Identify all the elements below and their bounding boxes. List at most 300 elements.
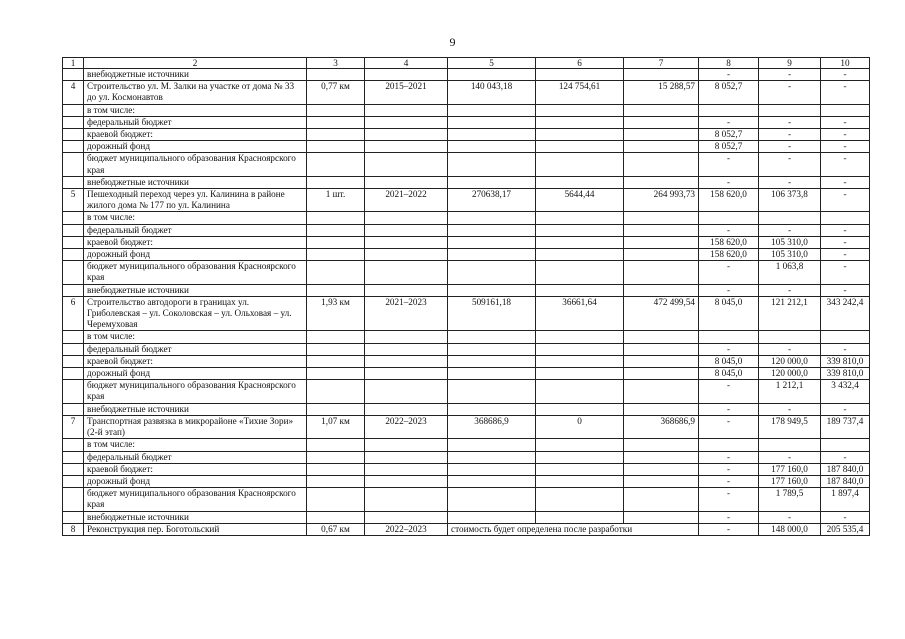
merged-note-cell: стоимость будет определена после разработки xyxy=(448,523,699,535)
col10-cell: - xyxy=(821,141,870,153)
col6-cell xyxy=(536,355,624,367)
total-cost-cell xyxy=(448,380,536,403)
row-number-cell xyxy=(63,355,84,367)
row-name-cell: Транспортная развязка в микрорайоне «Тихие Зори» (2-й этап) xyxy=(84,415,307,438)
row-number-cell: 8 xyxy=(63,523,84,535)
years-cell xyxy=(365,451,448,463)
col9-cell: 1 212,1 xyxy=(759,380,821,403)
col6-cell xyxy=(536,380,624,403)
col10-cell: - xyxy=(821,189,870,212)
row-name-cell: дорожный фонд xyxy=(84,368,307,380)
col9-cell: - xyxy=(759,176,821,188)
length-cell xyxy=(307,331,365,343)
col9-cell: 105 310,0 xyxy=(759,236,821,248)
years-cell xyxy=(365,343,448,355)
col8-cell: 158 620,0 xyxy=(699,236,759,248)
col8-cell: - xyxy=(699,415,759,438)
col8-cell: - xyxy=(699,284,759,296)
col10-cell: - xyxy=(821,129,870,141)
col6-cell xyxy=(536,261,624,284)
col8-cell xyxy=(699,104,759,116)
col10-cell: 187 840,0 xyxy=(821,475,870,487)
col6-cell xyxy=(536,463,624,475)
row-number-cell xyxy=(63,129,84,141)
total-cost-cell xyxy=(448,116,536,128)
length-cell xyxy=(307,511,365,523)
years-cell xyxy=(365,69,448,81)
row-number-cell xyxy=(63,236,84,248)
col7-cell xyxy=(624,380,699,403)
col9-cell: - xyxy=(759,153,821,176)
col7-cell xyxy=(624,403,699,415)
years-cell: 2015–2021 xyxy=(365,81,448,104)
col7-cell: 264 993,73 xyxy=(624,189,699,212)
row-number-cell xyxy=(63,403,84,415)
col9-cell: 105 310,0 xyxy=(759,249,821,261)
col7-cell xyxy=(624,343,699,355)
years-cell xyxy=(365,463,448,475)
col6-cell xyxy=(536,69,624,81)
col8-cell: - xyxy=(699,523,759,535)
row-number-cell: 4 xyxy=(63,81,84,104)
row-name-cell: Строительство ул. М. Залки на участке от дома № 33 до ул. Космонавтов xyxy=(84,81,307,104)
col9-cell: - xyxy=(759,116,821,128)
col7-cell xyxy=(624,511,699,523)
row-name-cell: в том числе: xyxy=(84,439,307,451)
col6-cell xyxy=(536,284,624,296)
total-cost-cell xyxy=(448,403,536,415)
col7-cell xyxy=(624,368,699,380)
row-name-cell: внебюджетные источники xyxy=(84,511,307,523)
row-name-cell: бюджет муниципального образования Красноярского края xyxy=(84,153,307,176)
page-number: 9 xyxy=(449,35,456,49)
col9-cell: - xyxy=(759,129,821,141)
row-name-cell: в том числе: xyxy=(84,331,307,343)
col8-cell: - xyxy=(699,153,759,176)
row-name-cell: внебюджетные источники xyxy=(84,176,307,188)
years-cell xyxy=(365,249,448,261)
col9-cell xyxy=(759,331,821,343)
col10-cell: 339 810,0 xyxy=(821,368,870,380)
col7-cell: 15 288,57 xyxy=(624,81,699,104)
row-number-cell xyxy=(63,488,84,511)
col8-cell: - xyxy=(699,475,759,487)
col9-cell: - xyxy=(759,81,821,104)
col10-cell: - xyxy=(821,403,870,415)
row-number-cell xyxy=(63,153,84,176)
col9-cell: - xyxy=(759,224,821,236)
table-row xyxy=(63,415,870,438)
col7-cell xyxy=(624,463,699,475)
table-row xyxy=(63,224,870,236)
years-cell xyxy=(365,129,448,141)
row-number-cell xyxy=(63,176,84,188)
table-row xyxy=(63,153,870,176)
length-cell xyxy=(307,439,365,451)
col7-cell xyxy=(624,439,699,451)
table-row xyxy=(63,523,870,535)
col6-cell xyxy=(536,129,624,141)
col8-cell: 8 045,0 xyxy=(699,296,759,331)
col7-cell xyxy=(624,104,699,116)
years-cell xyxy=(365,475,448,487)
length-cell xyxy=(307,355,365,367)
col7-cell xyxy=(624,249,699,261)
col10-cell xyxy=(821,439,870,451)
row-name-cell: Реконструкция пер. Боготольский xyxy=(84,523,307,535)
total-cost-cell xyxy=(448,141,536,153)
row-number-cell xyxy=(63,511,84,523)
col8-cell: 8 052,7 xyxy=(699,129,759,141)
col7-cell xyxy=(624,488,699,511)
row-name-cell: бюджет муниципального образования Красноярского края xyxy=(84,261,307,284)
col10-cell xyxy=(821,212,870,224)
col6-cell: 0 xyxy=(536,415,624,438)
col10-cell: 189 737,4 xyxy=(821,415,870,438)
table-row xyxy=(63,451,870,463)
total-cost-cell xyxy=(448,488,536,511)
length-cell xyxy=(307,488,365,511)
col9-cell xyxy=(759,439,821,451)
row-number-cell xyxy=(63,69,84,81)
length-cell xyxy=(307,463,365,475)
col9-cell: - xyxy=(759,343,821,355)
col10-cell: 205 535,4 xyxy=(821,523,870,535)
total-cost-cell xyxy=(448,176,536,188)
years-cell: 2021–2023 xyxy=(365,296,448,331)
total-cost-cell xyxy=(448,463,536,475)
col7-cell xyxy=(624,212,699,224)
col10-cell: - xyxy=(821,236,870,248)
total-cost-cell xyxy=(448,439,536,451)
col9-cell: - xyxy=(759,451,821,463)
length-cell xyxy=(307,403,365,415)
years-cell xyxy=(365,368,448,380)
length-cell: 1 шт. xyxy=(307,189,365,212)
length-cell xyxy=(307,176,365,188)
col10-cell: 3 432,4 xyxy=(821,380,870,403)
table-row xyxy=(63,176,870,188)
col9-cell: 1 063,8 xyxy=(759,261,821,284)
row-number-cell xyxy=(63,368,84,380)
row-number-cell xyxy=(63,224,84,236)
col6-cell xyxy=(536,343,624,355)
col7-cell: 472 499,54 xyxy=(624,296,699,331)
row-name-cell: федеральный бюджет xyxy=(84,451,307,463)
col8-cell: - xyxy=(699,463,759,475)
years-cell xyxy=(365,116,448,128)
col9-cell: 177 160,0 xyxy=(759,475,821,487)
table-row xyxy=(63,129,870,141)
row-name-cell: внебюджетные источники xyxy=(84,403,307,415)
col10-cell: - xyxy=(821,451,870,463)
col9-cell: 121 212,1 xyxy=(759,296,821,331)
column-header: 5 xyxy=(448,58,536,69)
total-cost-cell: 270638,17 xyxy=(448,189,536,212)
row-number-cell xyxy=(63,439,84,451)
column-header: 7 xyxy=(624,58,699,69)
total-cost-cell xyxy=(448,451,536,463)
col8-cell: - xyxy=(699,380,759,403)
col8-cell: - xyxy=(699,224,759,236)
table-row xyxy=(63,141,870,153)
length-cell: 1,07 км xyxy=(307,415,365,438)
total-cost-cell xyxy=(448,153,536,176)
col6-cell xyxy=(536,331,624,343)
row-name-cell: краевой бюджет: xyxy=(84,463,307,475)
years-cell xyxy=(365,141,448,153)
col6-cell xyxy=(536,116,624,128)
col9-cell: - xyxy=(759,141,821,153)
table-header-row xyxy=(63,58,870,69)
col10-cell: 339 810,0 xyxy=(821,355,870,367)
table-row xyxy=(63,355,870,367)
col6-cell xyxy=(536,403,624,415)
row-number-cell: 5 xyxy=(63,189,84,212)
years-cell xyxy=(365,176,448,188)
column-header: 3 xyxy=(307,58,365,69)
col8-cell: - xyxy=(699,261,759,284)
length-cell xyxy=(307,116,365,128)
col8-cell: - xyxy=(699,451,759,463)
length-cell xyxy=(307,141,365,153)
row-number-cell xyxy=(63,463,84,475)
col8-cell: 8 045,0 xyxy=(699,355,759,367)
table-row xyxy=(63,296,870,331)
length-cell: 0,77 км xyxy=(307,81,365,104)
col7-cell xyxy=(624,129,699,141)
col8-cell: - xyxy=(699,343,759,355)
total-cost-cell xyxy=(448,69,536,81)
row-name-cell: федеральный бюджет xyxy=(84,116,307,128)
col8-cell: - xyxy=(699,116,759,128)
row-name-cell: бюджет муниципального образования Красноярского края xyxy=(84,380,307,403)
row-number-cell xyxy=(63,284,84,296)
col10-cell: - xyxy=(821,176,870,188)
row-number-cell xyxy=(63,261,84,284)
row-number-cell xyxy=(63,380,84,403)
years-cell xyxy=(365,380,448,403)
row-name-cell: внебюджетные источники xyxy=(84,284,307,296)
column-header: 1 xyxy=(63,58,84,69)
col10-cell: 1 897,4 xyxy=(821,488,870,511)
table-row xyxy=(63,236,870,248)
column-header: 10 xyxy=(821,58,870,69)
col10-cell: - xyxy=(821,81,870,104)
years-cell xyxy=(365,403,448,415)
col8-cell: - xyxy=(699,176,759,188)
col10-cell: 187 840,0 xyxy=(821,463,870,475)
total-cost-cell: 140 043,18 xyxy=(448,81,536,104)
col7-cell xyxy=(624,261,699,284)
row-name-cell: дорожный фонд xyxy=(84,249,307,261)
col7-cell xyxy=(624,355,699,367)
table-row xyxy=(63,212,870,224)
total-cost-cell xyxy=(448,368,536,380)
col8-cell: 158 620,0 xyxy=(699,249,759,261)
column-header: 2 xyxy=(84,58,307,69)
table-row xyxy=(63,249,870,261)
col8-cell: 158 620,0 xyxy=(699,189,759,212)
col8-cell: 8 052,7 xyxy=(699,81,759,104)
length-cell: 1,93 км xyxy=(307,296,365,331)
row-number-cell: 7 xyxy=(63,415,84,438)
col9-cell: - xyxy=(759,284,821,296)
total-cost-cell xyxy=(448,261,536,284)
row-name-cell: дорожный фонд xyxy=(84,141,307,153)
length-cell xyxy=(307,69,365,81)
years-cell: 2021–2022 xyxy=(365,189,448,212)
total-cost-cell xyxy=(448,249,536,261)
col6-cell xyxy=(536,176,624,188)
col9-cell: - xyxy=(759,511,821,523)
col6-cell: 5644,44 xyxy=(536,189,624,212)
years-cell xyxy=(365,104,448,116)
years-cell xyxy=(365,212,448,224)
col7-cell xyxy=(624,451,699,463)
col8-cell: - xyxy=(699,511,759,523)
col8-cell: - xyxy=(699,69,759,81)
total-cost-cell xyxy=(448,236,536,248)
years-cell xyxy=(365,261,448,284)
length-cell: 0,67 км xyxy=(307,523,365,535)
col10-cell: - xyxy=(821,69,870,81)
row-name-cell: в том числе: xyxy=(84,104,307,116)
col9-cell: 120 000,0 xyxy=(759,355,821,367)
table-row xyxy=(63,189,870,212)
table-row xyxy=(63,403,870,415)
col8-cell xyxy=(699,439,759,451)
length-cell xyxy=(307,224,365,236)
col7-cell xyxy=(624,236,699,248)
length-cell xyxy=(307,380,365,403)
col6-cell xyxy=(536,153,624,176)
years-cell: 2022–2023 xyxy=(365,523,448,535)
col7-cell xyxy=(624,224,699,236)
table-row xyxy=(63,475,870,487)
col9-cell: - xyxy=(759,69,821,81)
col7-cell xyxy=(624,153,699,176)
years-cell xyxy=(365,236,448,248)
years-cell xyxy=(365,439,448,451)
row-name-cell: Строительство автодороги в границах ул. Гриболевская – ул. Соколовская – ул. Ольховая – ул. Черемуховая xyxy=(84,296,307,331)
col7-cell: 368686,9 xyxy=(624,415,699,438)
length-cell xyxy=(307,475,365,487)
table-row xyxy=(63,331,870,343)
row-name-cell: краевой бюджет: xyxy=(84,355,307,367)
row-name-cell: федеральный бюджет xyxy=(84,224,307,236)
col7-cell xyxy=(624,284,699,296)
row-name-cell: Пешеходный переход через ул. Калинина в районе жилого дома № 177 по ул. Калинина xyxy=(84,189,307,212)
col10-cell: - xyxy=(821,511,870,523)
col8-cell: - xyxy=(699,403,759,415)
col10-cell: - xyxy=(821,343,870,355)
length-cell xyxy=(307,249,365,261)
col8-cell: - xyxy=(699,488,759,511)
col9-cell: 177 160,0 xyxy=(759,463,821,475)
total-cost-cell xyxy=(448,284,536,296)
col10-cell: - xyxy=(821,116,870,128)
table-row xyxy=(63,284,870,296)
row-name-cell: бюджет муниципального образования Красноярского края xyxy=(84,488,307,511)
col6-cell xyxy=(536,224,624,236)
row-number-cell: 6 xyxy=(63,296,84,331)
years-cell xyxy=(365,488,448,511)
row-name-cell: краевой бюджет: xyxy=(84,129,307,141)
row-name-cell: внебюджетные источники xyxy=(84,69,307,81)
years-cell xyxy=(365,224,448,236)
col6-cell xyxy=(536,475,624,487)
length-cell xyxy=(307,236,365,248)
length-cell xyxy=(307,129,365,141)
row-name-cell: краевой бюджет: xyxy=(84,236,307,248)
col10-cell xyxy=(821,331,870,343)
column-header: 8 xyxy=(699,58,759,69)
col9-cell: 120 000,0 xyxy=(759,368,821,380)
length-cell xyxy=(307,451,365,463)
total-cost-cell xyxy=(448,212,536,224)
table-row xyxy=(63,439,870,451)
table-row xyxy=(63,488,870,511)
table-row xyxy=(63,380,870,403)
col6-cell xyxy=(536,104,624,116)
col7-cell xyxy=(624,116,699,128)
column-header: 4 xyxy=(365,58,448,69)
length-cell xyxy=(307,104,365,116)
row-number-cell xyxy=(63,104,84,116)
col6-cell xyxy=(536,249,624,261)
total-cost-cell xyxy=(448,475,536,487)
col6-cell xyxy=(536,451,624,463)
total-cost-cell xyxy=(448,355,536,367)
table-row xyxy=(63,104,870,116)
total-cost-cell: 368686,9 xyxy=(448,415,536,438)
col7-cell xyxy=(624,475,699,487)
length-cell xyxy=(307,261,365,284)
col7-cell xyxy=(624,69,699,81)
col10-cell: - xyxy=(821,224,870,236)
col6-cell xyxy=(536,236,624,248)
length-cell xyxy=(307,368,365,380)
row-number-cell xyxy=(63,249,84,261)
row-name-cell: в том числе: xyxy=(84,212,307,224)
row-number-cell xyxy=(63,331,84,343)
years-cell xyxy=(365,284,448,296)
col7-cell xyxy=(624,141,699,153)
col10-cell: - xyxy=(821,261,870,284)
years-cell: 2022–2023 xyxy=(365,415,448,438)
col10-cell: - xyxy=(821,249,870,261)
col6-cell xyxy=(536,511,624,523)
length-cell xyxy=(307,153,365,176)
column-header: 6 xyxy=(536,58,624,69)
years-cell xyxy=(365,511,448,523)
row-number-cell xyxy=(63,475,84,487)
col6-cell xyxy=(536,439,624,451)
col6-cell: 36661,64 xyxy=(536,296,624,331)
table-row xyxy=(63,81,870,104)
row-number-cell xyxy=(63,343,84,355)
table-row xyxy=(63,116,870,128)
table-row xyxy=(63,368,870,380)
years-cell xyxy=(365,355,448,367)
total-cost-cell xyxy=(448,104,536,116)
column-header: 9 xyxy=(759,58,821,69)
col7-cell xyxy=(624,176,699,188)
row-number-cell xyxy=(63,141,84,153)
col8-cell xyxy=(699,331,759,343)
col6-cell xyxy=(536,141,624,153)
